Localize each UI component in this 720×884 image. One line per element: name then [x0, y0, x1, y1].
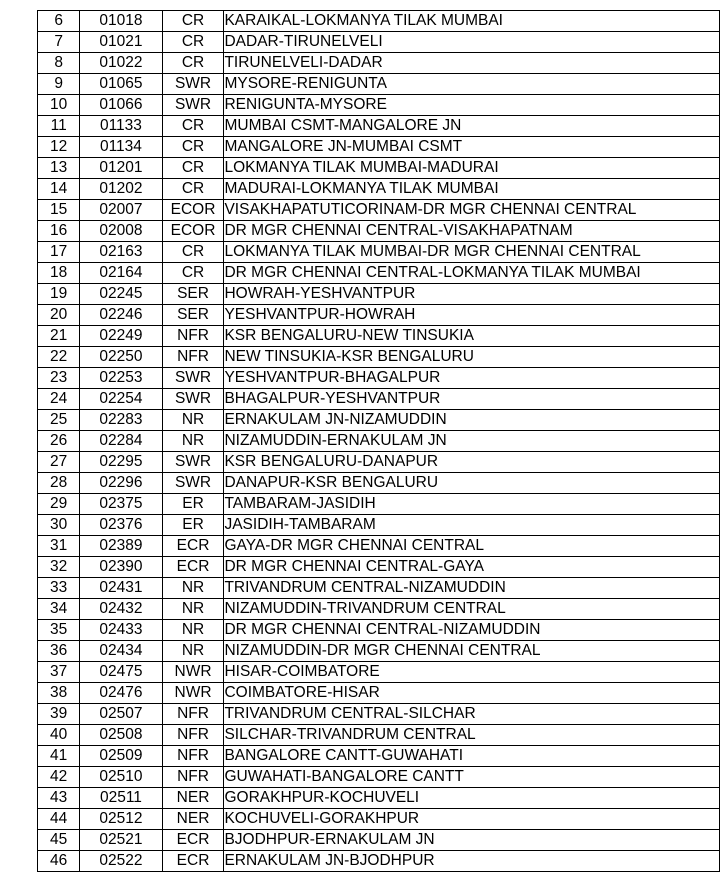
train-number-cell: 02246 — [80, 305, 162, 326]
table-row — [38, 809, 720, 830]
table-row — [38, 368, 720, 389]
train-route-cell: LOKMANYA TILAK MUMBAI-MADURAI — [224, 158, 720, 179]
train-route-cell: GAYA-DR MGR CHENNAI CENTRAL — [224, 536, 720, 557]
serial-number-cell: 40 — [38, 725, 80, 746]
railway-zone-cell: NWR — [162, 683, 224, 704]
train-number-cell: 02245 — [80, 284, 162, 305]
train-route-cell: DR MGR CHENNAI CENTRAL-NIZAMUDDIN — [224, 620, 720, 641]
serial-number-cell: 46 — [38, 851, 80, 872]
railway-zone-cell: NFR — [162, 746, 224, 767]
train-number-cell: 02521 — [80, 830, 162, 851]
railway-zone-cell: NR — [162, 578, 224, 599]
serial-number-cell: 44 — [38, 809, 80, 830]
train-route-cell: GORAKHPUR-KOCHUVELI — [224, 788, 720, 809]
table-row — [38, 221, 720, 242]
serial-number-cell: 15 — [38, 200, 80, 221]
table-row — [38, 431, 720, 452]
train-route-cell: DR MGR CHENNAI CENTRAL-GAYA — [224, 557, 720, 578]
train-route-cell: NIZAMUDDIN-DR MGR CHENNAI CENTRAL — [224, 641, 720, 662]
table-row — [38, 830, 720, 851]
table-row — [38, 662, 720, 683]
serial-number-cell: 7 — [38, 32, 80, 53]
table-row — [38, 410, 720, 431]
railway-zone-cell: CR — [162, 53, 224, 74]
serial-number-cell: 23 — [38, 368, 80, 389]
table-row — [38, 536, 720, 557]
serial-number-cell: 45 — [38, 830, 80, 851]
table-row — [38, 683, 720, 704]
train-route-cell: KSR BENGALURU-DANAPUR — [224, 452, 720, 473]
train-number-cell: 02431 — [80, 578, 162, 599]
train-route-cell: RENIGUNTA-MYSORE — [224, 95, 720, 116]
serial-number-cell: 21 — [38, 326, 80, 347]
serial-number-cell: 27 — [38, 452, 80, 473]
train-list-table — [37, 10, 720, 872]
train-route-cell: DR MGR CHENNAI CENTRAL-VISAKHAPATNAM — [224, 221, 720, 242]
serial-number-cell: 24 — [38, 389, 80, 410]
train-route-cell: DADAR-TIRUNELVELI — [224, 32, 720, 53]
railway-zone-cell: SWR — [162, 74, 224, 95]
train-number-cell: 02433 — [80, 620, 162, 641]
train-route-cell: TAMBARAM-JASIDIH — [224, 494, 720, 515]
train-number-cell: 01133 — [80, 116, 162, 137]
train-route-cell: HISAR-COIMBATORE — [224, 662, 720, 683]
train-route-cell: MYSORE-RENIGUNTA — [224, 74, 720, 95]
train-number-cell: 01021 — [80, 32, 162, 53]
train-route-cell: HOWRAH-YESHVANTPUR — [224, 284, 720, 305]
serial-number-cell: 39 — [38, 704, 80, 725]
railway-zone-cell: SWR — [162, 473, 224, 494]
railway-zone-cell: ECR — [162, 557, 224, 578]
table-row — [38, 494, 720, 515]
railway-zone-cell: CR — [162, 179, 224, 200]
train-route-cell: ERNAKULAM JN-BJODHPUR — [224, 851, 720, 872]
train-route-cell: NIZAMUDDIN-ERNAKULAM JN — [224, 431, 720, 452]
railway-zone-cell: NFR — [162, 347, 224, 368]
table-row — [38, 746, 720, 767]
train-route-cell: NIZAMUDDIN-TRIVANDRUM CENTRAL — [224, 599, 720, 620]
railway-zone-cell: NR — [162, 620, 224, 641]
railway-zone-cell: ECR — [162, 851, 224, 872]
table-row — [38, 851, 720, 872]
train-number-cell: 02007 — [80, 200, 162, 221]
train-number-cell: 02432 — [80, 599, 162, 620]
railway-zone-cell: SWR — [162, 95, 224, 116]
railway-zone-cell: NER — [162, 809, 224, 830]
serial-number-cell: 6 — [38, 11, 80, 32]
train-route-cell: DR MGR CHENNAI CENTRAL-LOKMANYA TILAK MUMBAI — [224, 263, 720, 284]
table-row — [38, 767, 720, 788]
train-route-cell: MANGALORE JN-MUMBAI CSMT — [224, 137, 720, 158]
train-route-cell: ERNAKULAM JN-NIZAMUDDIN — [224, 410, 720, 431]
serial-number-cell: 19 — [38, 284, 80, 305]
serial-number-cell: 37 — [38, 662, 80, 683]
train-route-cell: VISAKHAPATUTICORINAM-DR MGR CHENNAI CENTRAL — [224, 200, 720, 221]
railway-zone-cell: CR — [162, 158, 224, 179]
train-route-cell: GUWAHATI-BANGALORE CANTT — [224, 767, 720, 788]
serial-number-cell: 30 — [38, 515, 80, 536]
table-row — [38, 200, 720, 221]
train-number-cell: 02389 — [80, 536, 162, 557]
serial-number-cell: 14 — [38, 179, 80, 200]
train-number-cell: 01018 — [80, 11, 162, 32]
serial-number-cell: 42 — [38, 767, 80, 788]
train-number-cell: 02522 — [80, 851, 162, 872]
railway-zone-cell: CR — [162, 263, 224, 284]
train-number-cell: 02284 — [80, 431, 162, 452]
table-row — [38, 515, 720, 536]
railway-zone-cell: NFR — [162, 767, 224, 788]
table-row — [38, 32, 720, 53]
railway-zone-cell: ECR — [162, 830, 224, 851]
train-route-cell: DANAPUR-KSR BENGALURU — [224, 473, 720, 494]
train-number-cell: 01201 — [80, 158, 162, 179]
railway-zone-cell: ECOR — [162, 221, 224, 242]
table-row — [38, 389, 720, 410]
serial-number-cell: 29 — [38, 494, 80, 515]
serial-number-cell: 41 — [38, 746, 80, 767]
table-row — [38, 620, 720, 641]
train-number-cell: 02434 — [80, 641, 162, 662]
train-number-cell: 02508 — [80, 725, 162, 746]
train-number-cell: 02296 — [80, 473, 162, 494]
train-number-cell: 02008 — [80, 221, 162, 242]
train-route-cell: MADURAI-LOKMANYA TILAK MUMBAI — [224, 179, 720, 200]
railway-zone-cell: ER — [162, 515, 224, 536]
train-number-cell: 02163 — [80, 242, 162, 263]
serial-number-cell: 26 — [38, 431, 80, 452]
table-row — [38, 347, 720, 368]
serial-number-cell: 33 — [38, 578, 80, 599]
train-route-cell: SILCHAR-TRIVANDRUM CENTRAL — [224, 725, 720, 746]
table-row — [38, 704, 720, 725]
train-route-cell: TRIVANDRUM CENTRAL-SILCHAR — [224, 704, 720, 725]
table-row — [38, 473, 720, 494]
serial-number-cell: 8 — [38, 53, 80, 74]
train-number-cell: 02509 — [80, 746, 162, 767]
railway-zone-cell: ER — [162, 494, 224, 515]
railway-zone-cell: SER — [162, 284, 224, 305]
train-route-cell: YESHVANTPUR-BHAGALPUR — [224, 368, 720, 389]
train-number-cell: 02249 — [80, 326, 162, 347]
serial-number-cell: 10 — [38, 95, 80, 116]
table-row — [38, 641, 720, 662]
railway-zone-cell: ECR — [162, 536, 224, 557]
table-row — [38, 179, 720, 200]
serial-number-cell: 16 — [38, 221, 80, 242]
train-number-cell: 02476 — [80, 683, 162, 704]
railway-zone-cell: CR — [162, 242, 224, 263]
train-route-cell: KSR BENGALURU-NEW TINSUKIA — [224, 326, 720, 347]
table-row — [38, 326, 720, 347]
train-number-cell: 01134 — [80, 137, 162, 158]
train-number-cell: 01022 — [80, 53, 162, 74]
table-row — [38, 578, 720, 599]
serial-number-cell: 43 — [38, 788, 80, 809]
serial-number-cell: 18 — [38, 263, 80, 284]
train-list-body — [38, 11, 720, 872]
serial-number-cell: 17 — [38, 242, 80, 263]
railway-zone-cell: CR — [162, 137, 224, 158]
railway-zone-cell: SWR — [162, 452, 224, 473]
train-number-cell: 02375 — [80, 494, 162, 515]
train-route-cell: YESHVANTPUR-HOWRAH — [224, 305, 720, 326]
train-number-cell: 02475 — [80, 662, 162, 683]
serial-number-cell: 28 — [38, 473, 80, 494]
railway-zone-cell: NR — [162, 431, 224, 452]
serial-number-cell: 36 — [38, 641, 80, 662]
table-row — [38, 95, 720, 116]
railway-zone-cell: SER — [162, 305, 224, 326]
train-number-cell: 02283 — [80, 410, 162, 431]
train-number-cell: 02254 — [80, 389, 162, 410]
train-route-cell: BHAGALPUR-YESHVANTPUR — [224, 389, 720, 410]
train-number-cell: 02250 — [80, 347, 162, 368]
table-row — [38, 137, 720, 158]
table-row — [38, 242, 720, 263]
train-route-cell: TIRUNELVELI-DADAR — [224, 53, 720, 74]
railway-zone-cell: NR — [162, 599, 224, 620]
railway-zone-cell: SWR — [162, 368, 224, 389]
railway-zone-cell: SWR — [162, 389, 224, 410]
table-row — [38, 53, 720, 74]
serial-number-cell: 9 — [38, 74, 80, 95]
train-route-cell: BANGALORE CANTT-GUWAHATI — [224, 746, 720, 767]
train-route-cell: JASIDIH-TAMBARAM — [224, 515, 720, 536]
train-route-cell: NEW TINSUKIA-KSR BENGALURU — [224, 347, 720, 368]
serial-number-cell: 32 — [38, 557, 80, 578]
railway-zone-cell: NER — [162, 788, 224, 809]
table-row — [38, 788, 720, 809]
train-number-cell: 02511 — [80, 788, 162, 809]
table-row — [38, 158, 720, 179]
train-number-cell: 02376 — [80, 515, 162, 536]
train-route-cell: MUMBAI CSMT-MANGALORE JN — [224, 116, 720, 137]
railway-zone-cell: NR — [162, 410, 224, 431]
table-row — [38, 599, 720, 620]
train-number-cell: 01202 — [80, 179, 162, 200]
railway-zone-cell: CR — [162, 32, 224, 53]
train-number-cell: 02507 — [80, 704, 162, 725]
railway-zone-cell: CR — [162, 116, 224, 137]
train-number-cell: 02512 — [80, 809, 162, 830]
train-route-cell: BJODHPUR-ERNAKULAM JN — [224, 830, 720, 851]
serial-number-cell: 13 — [38, 158, 80, 179]
serial-number-cell: 11 — [38, 116, 80, 137]
train-route-cell: LOKMANYA TILAK MUMBAI-DR MGR CHENNAI CENTRAL — [224, 242, 720, 263]
table-row — [38, 725, 720, 746]
serial-number-cell: 35 — [38, 620, 80, 641]
train-route-cell: TRIVANDRUM CENTRAL-NIZAMUDDIN — [224, 578, 720, 599]
train-route-cell: KARAIKAL-LOKMANYA TILAK MUMBAI — [224, 11, 720, 32]
train-number-cell: 02253 — [80, 368, 162, 389]
table-row — [38, 263, 720, 284]
serial-number-cell: 22 — [38, 347, 80, 368]
serial-number-cell: 20 — [38, 305, 80, 326]
serial-number-cell: 38 — [38, 683, 80, 704]
table-row — [38, 74, 720, 95]
railway-zone-cell: NR — [162, 641, 224, 662]
table-row — [38, 11, 720, 32]
train-route-cell: KOCHUVELI-GORAKHPUR — [224, 809, 720, 830]
serial-number-cell: 34 — [38, 599, 80, 620]
train-number-cell: 02164 — [80, 263, 162, 284]
train-number-cell: 02510 — [80, 767, 162, 788]
serial-number-cell: 25 — [38, 410, 80, 431]
train-number-cell: 02390 — [80, 557, 162, 578]
train-number-cell: 02295 — [80, 452, 162, 473]
table-row — [38, 452, 720, 473]
train-route-cell: COIMBATORE-HISAR — [224, 683, 720, 704]
railway-zone-cell: NFR — [162, 326, 224, 347]
railway-zone-cell: CR — [162, 11, 224, 32]
railway-zone-cell: NFR — [162, 725, 224, 746]
railway-zone-cell: ECOR — [162, 200, 224, 221]
table-row — [38, 305, 720, 326]
train-number-cell: 01065 — [80, 74, 162, 95]
train-number-cell: 01066 — [80, 95, 162, 116]
serial-number-cell: 12 — [38, 137, 80, 158]
table-row — [38, 557, 720, 578]
railway-zone-cell: NWR — [162, 662, 224, 683]
railway-zone-cell: NFR — [162, 704, 224, 725]
table-row — [38, 284, 720, 305]
table-row — [38, 116, 720, 137]
serial-number-cell: 31 — [38, 536, 80, 557]
